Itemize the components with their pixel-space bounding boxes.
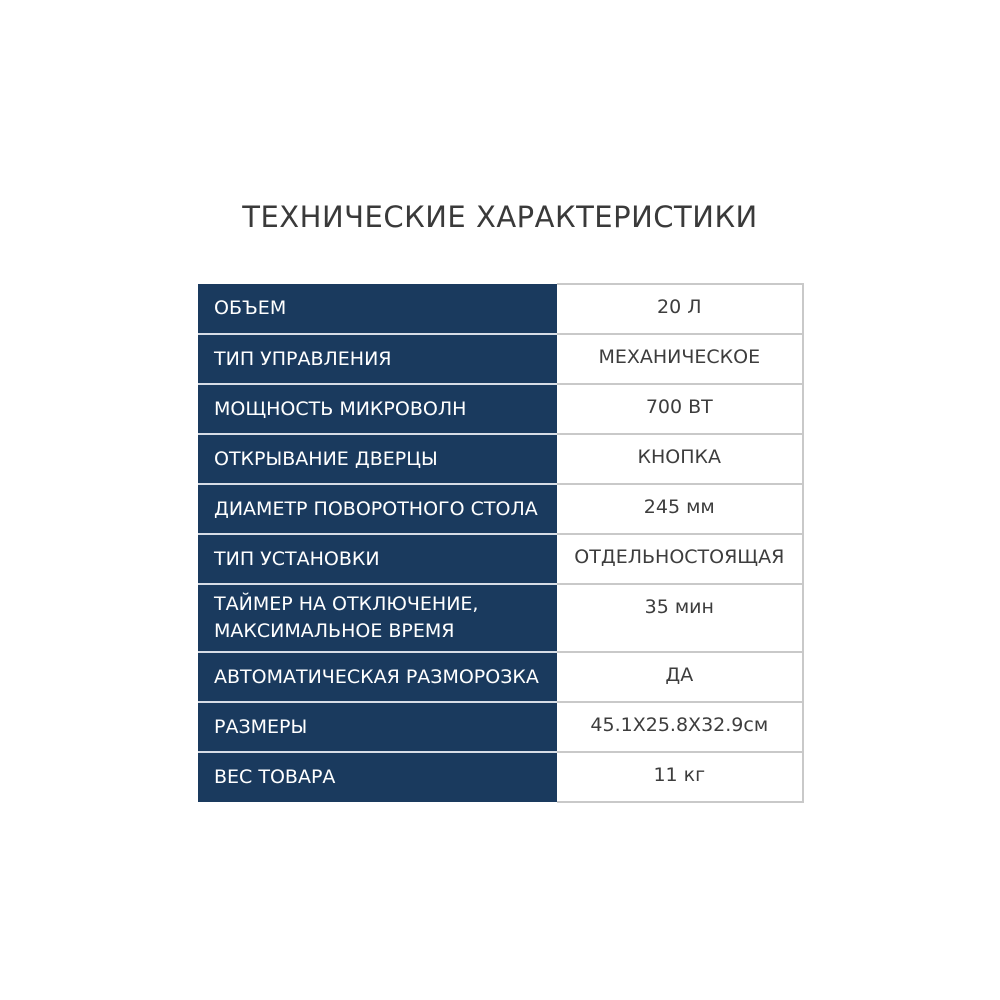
spec-label: АВТОМАТИЧЕСКАЯ РАЗМОРОЗКА <box>198 652 557 702</box>
spec-value: 245 мм <box>557 484 803 534</box>
spec-label: РАЗМЕРЫ <box>198 702 557 752</box>
page-title: ТЕХНИЧЕСКИЕ ХАРАКТЕРИСТИКИ <box>242 200 758 234</box>
spec-value: 20 Л <box>557 284 803 334</box>
table-row <box>198 534 803 584</box>
spec-label: МОЩНОСТЬ МИКРОВОЛН <box>198 384 557 434</box>
spec-label: ТИП УСТАНОВКИ <box>198 534 557 584</box>
spec-label-line-1: ТАЙМЕР НА ОТКЛЮЧЕНИЕ, <box>214 593 479 615</box>
spec-value: ОТДЕЛЬНОСТОЯЩАЯ <box>557 534 803 584</box>
spec-label: ОТКРЫВАНИЕ ДВЕРЦЫ <box>198 434 557 484</box>
spec-value: 11 кг <box>557 752 803 802</box>
spec-label: ТИП УПРАВЛЕНИЯ <box>198 334 557 384</box>
spec-label-line-2: МАКСИМАЛЬНОЕ ВРЕМЯ <box>214 620 455 642</box>
spec-table <box>198 283 804 803</box>
table-row <box>198 434 803 484</box>
table-row <box>198 334 803 384</box>
table-row <box>198 584 803 652</box>
spec-label: ДИАМЕТР ПОВОРОТНОГО СТОЛА <box>198 484 557 534</box>
table-row <box>198 652 803 702</box>
spec-label: ВЕС ТОВАРА <box>198 752 557 802</box>
spec-label: ОБЪЕМ <box>198 284 557 334</box>
spec-value: 35 мин <box>557 584 803 652</box>
spec-value: ДА <box>557 652 803 702</box>
spec-value: МЕХАНИЧЕСКОЕ <box>557 334 803 384</box>
table-row <box>198 284 803 334</box>
table-row <box>198 384 803 434</box>
spec-value: 700 ВТ <box>557 384 803 434</box>
spec-label <box>198 584 557 652</box>
table-row <box>198 752 803 802</box>
table-row <box>198 484 803 534</box>
table-row <box>198 702 803 752</box>
spec-value: 45.1Х25.8Х32.9см <box>557 702 803 752</box>
spec-value: КНОПКА <box>557 434 803 484</box>
